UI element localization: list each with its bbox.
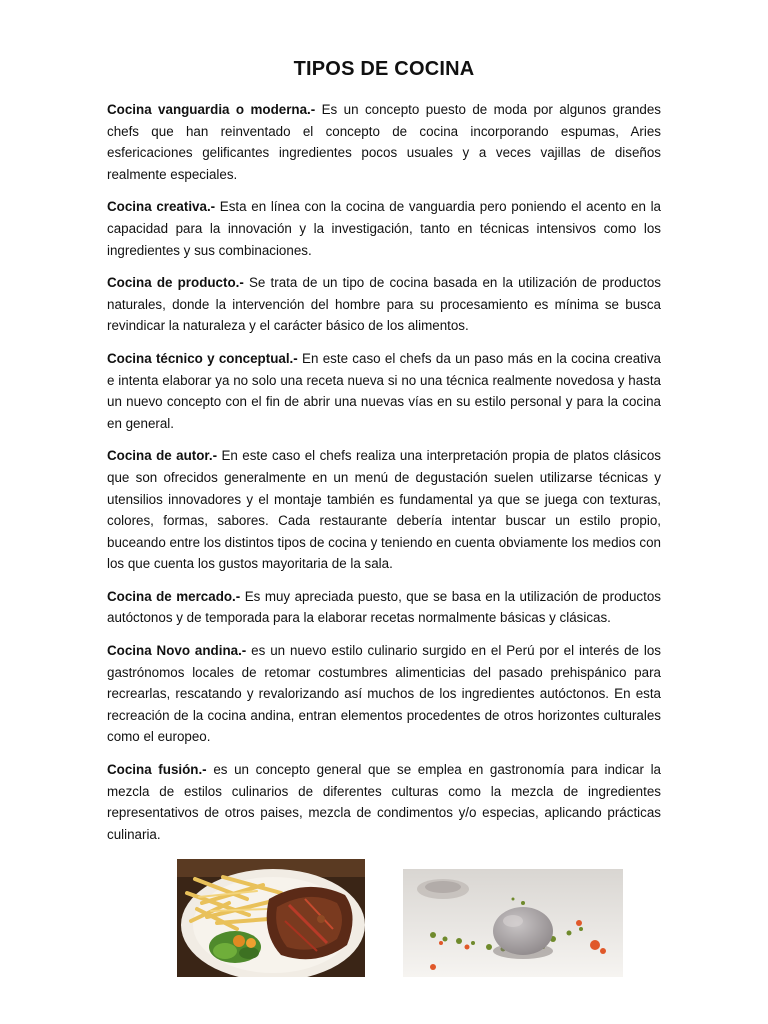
paragraph-term: Cocina técnico y conceptual.- [107,350,298,366]
paragraph-term: Cocina vanguardia o moderna.- [107,102,316,117]
paragraph-autor [107,445,661,575]
paragraph-term: Cocina fusión.- [107,762,207,778]
page-title: TIPOS DE COCINA [293,58,475,80]
paragraph-text: En este caso el chefs realiza una interpretación propia de platos clásicos que son ofrecidos generalmente en un menú de degustación suelen utilizarse técnicas y utensilios innovadores y el montaje también es fundamental ya que se juega con texturas, colores, formas, sabores. Cada restaurante debería intentar buscar un estilo propio, buceando entre los distintos tipos de cocina y teniendo en cuenta obviamente los medios con los que cuenta los gustos mayoritaria de la sala. [107,448,661,572]
paragraph-creativa [107,196,661,261]
paragraph-text: Se trata de un tipo de cocina basada en la utilización de productos naturales, donde la intervención del hombre para su procesamiento es mínima se busca revindicar la naturaleza y el carácter básico de los alimentos. [107,275,661,334]
paragraph-term: Cocina creativa.- [107,199,216,215]
paragraph-term: Cocina de autor.- [107,448,218,464]
paragraph-producto [107,272,661,337]
paragraph-text: es un nuevo estilo culinario surgido en el Perú por el interés de los gastrónomos locales de retomar costumbres alimenticias del pasado prehispánico para recrearlas, rescatando y revalorizando así muchos de los ingredientes autóctonos. En esta recreación de la cocina andina, entran elementos procedentes de otros horizontes culturales como el europeo. [107,643,662,745]
dessert-plate-photo [403,869,623,977]
paragraph-term: Cocina Novo andina.- [107,643,247,659]
paragraph-term: Cocina de mercado.- [107,588,241,604]
paragraph-vanguardia [107,99,661,185]
paragraph-fusion [107,759,661,845]
paragraph-text: Esta en línea con la cocina de vanguardia pero poniendo el acento en la capacidad para la innovación y la investigación, tanto en técnicas intensivos como los ingredientes y sus combinaciones. [107,199,661,258]
paragraph-text: Es muy apreciada puesto, que se basa en la utilización de productos autóctonos y de temporada para la elaborar recetas normalmente básicas y clásicas. [107,588,661,626]
paragraph-text: En este caso el chefs da un paso más en la cocina creativa e intenta elaborar ya no solo una receta nueva si no una técnica realmente novedosa y hasta un nuevo concepto con el fin de abrir una nuevas vías en su estilo personal y para la cocina en general. [107,350,661,431]
document-body [107,99,661,856]
paragraph-term: Cocina de producto.- [107,275,244,291]
paragraph-text: es un concepto general que se emplea en gastronomía para indicar la mezcla de estilos culinarios de diferentes culturas como la mezcla de ingredientes representativos de otros paises, mezcla de condimentos y/o especias, aplicando prácticas culinaria. [107,762,661,842]
steak-fries-photo [177,859,365,977]
paragraph-novo-andina [107,640,661,748]
paragraph-text: Es un concepto puesto de moda por algunos grandes chefs que han reinventado el concepto de cocina incorporando espumas, Aries esfericaciones gelificantes ingredientes pocos usuales y a veces vajillas de diseños realmente especiales. [107,102,661,182]
paragraph-tecnico-conceptual [107,348,661,434]
paragraph-mercado [107,586,661,629]
